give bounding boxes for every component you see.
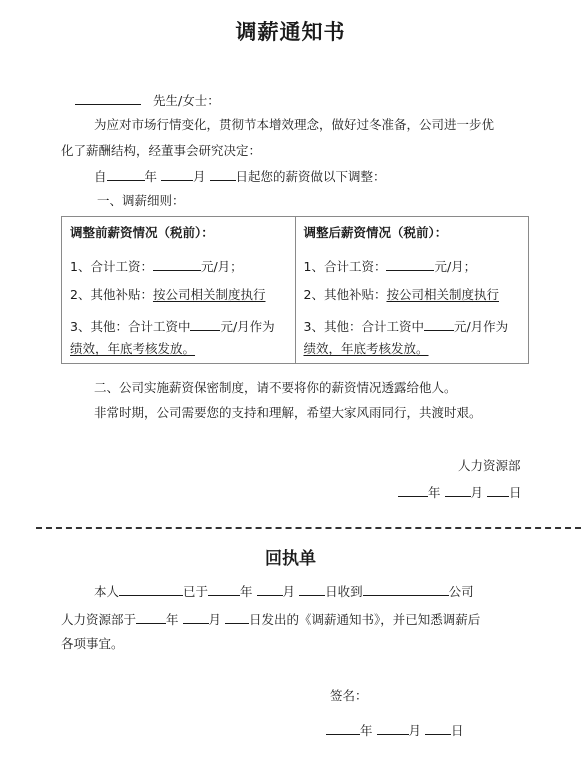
sign-day-label: 日 (451, 723, 464, 738)
before-item-3-label: 3、其他：合计工资中 (70, 319, 191, 334)
before-item-1-unit: 元/月； (200, 259, 243, 274)
name-blank[interactable] (75, 91, 141, 105)
sign-month-blank[interactable] (377, 721, 409, 735)
department-name: 人力资源部 (458, 458, 521, 473)
effective-day-blank[interactable] (210, 167, 236, 181)
notice-month-blank[interactable] (445, 483, 471, 497)
notice-month-label: 月 (470, 485, 484, 500)
after-item-3-line-2: 绩效，年底考核发放。 (303, 341, 429, 356)
receipt-received-label: 日收到 (325, 584, 363, 599)
section-1-heading: 一、调薪细则： (97, 193, 185, 208)
receipt-issue-month-blank[interactable] (183, 610, 209, 624)
sign-year-blank[interactable] (326, 721, 360, 735)
receipt-line-1 (94, 582, 474, 600)
before-item-1 (70, 257, 243, 275)
receipt-issue-month-label: 月 (208, 612, 222, 627)
receipt-self-label: 本人 (94, 584, 120, 599)
after-item-3-unit: 元/月作为 (453, 319, 509, 334)
receipt-issue-text: 日发出的《调薪通知书》，并已知悉调薪后 (249, 612, 481, 627)
after-item-3-label: 3、其他：合计工资中 (303, 319, 424, 334)
after-item-2 (304, 287, 499, 303)
receipt-name-blank[interactable] (119, 582, 183, 596)
after-header: 调整后薪资情况（税前）： (303, 225, 448, 240)
before-item-3-line-2: 绩效，年底考核发放。 (70, 341, 196, 356)
receipt-company-blank[interactable] (363, 582, 449, 596)
salutation-line (75, 91, 220, 109)
after-item-2-label: 2、其他补贴： (303, 287, 387, 302)
notice-year-label: 年 (428, 485, 441, 500)
sign-month-label: 月 (408, 723, 422, 738)
receipt-company-label: 公司 (448, 584, 474, 599)
before-item-3-line-1 (70, 317, 275, 335)
receipt-already-label: 已于 (183, 584, 209, 599)
salutation: 先生/女士： (152, 93, 220, 108)
after-item-1-unit: 元/月； (434, 259, 477, 274)
section-2-text: 二、公司实施薪资保密制度，请不要将你的薪资情况透露给他人。 (94, 380, 457, 395)
receipt-hr-label: 人力资源部于 (61, 612, 137, 627)
receipt-line-3: 各项事宜。 (61, 636, 124, 651)
before-item-3-unit: 元/月作为 (220, 319, 275, 334)
effective-month-blank[interactable] (161, 167, 193, 181)
before-header: 调整前薪资情况（税前）： (70, 225, 214, 240)
receipt-year-blank[interactable] (208, 582, 240, 596)
sign-year-label: 年 (360, 723, 373, 738)
document-title: 调薪通知书 (235, 20, 346, 44)
notice-day-label: 日 (509, 485, 522, 500)
after-item-3-line-1 (304, 317, 509, 335)
after-adjustment-cell (295, 217, 529, 364)
receipt-issue-year-blank[interactable] (136, 610, 166, 624)
receipt-sign-date-line (326, 721, 464, 739)
after-performance-blank[interactable] (424, 317, 454, 331)
before-adjustment-cell (62, 217, 296, 364)
receipt-year-label: 年 (240, 584, 253, 599)
day-suffix-label: 日起您的薪资做以下调整： (235, 169, 386, 184)
year-label: 年 (144, 169, 158, 184)
receipt-line-2 (61, 610, 480, 628)
receipt-title: 回执单 (265, 549, 316, 569)
after-item-1-label: 1、合计工资： (303, 259, 387, 274)
closing-text: 非常时期，公司需要您的支持和理解，希望大家风雨同行，共渡时艰。 (94, 405, 482, 420)
before-total-salary-blank[interactable] (153, 257, 201, 271)
notice-day-blank[interactable] (487, 483, 509, 497)
before-item-2 (70, 287, 265, 303)
after-item-1 (304, 257, 477, 275)
after-item-2-value: 按公司相关制度执行 (386, 287, 499, 302)
effective-year-blank[interactable] (107, 167, 145, 181)
sign-day-blank[interactable] (425, 721, 451, 735)
salary-detail-table (61, 216, 529, 364)
notice-year-blank[interactable] (398, 483, 428, 497)
signature-label: 签名： (330, 688, 368, 703)
effective-date-line (94, 167, 386, 185)
receipt-day-blank[interactable] (299, 582, 325, 596)
after-total-salary-blank[interactable] (386, 257, 434, 271)
receipt-issue-year-label: 年 (166, 612, 179, 627)
cut-line-divider (36, 527, 581, 529)
date-from-label: 自 (94, 169, 107, 184)
receipt-month-blank[interactable] (257, 582, 283, 596)
before-item-1-label: 1、合计工资： (70, 259, 153, 274)
paragraph-1-line-1: 为应对市场行情变化，贯彻节本增效理念，做好过冬准备，公司进一步优 (94, 117, 495, 132)
before-item-2-value: 按公司相关制度执行 (152, 287, 266, 302)
receipt-issue-day-blank[interactable] (225, 610, 249, 624)
before-item-2-label: 2、其他补贴： (70, 287, 153, 302)
before-performance-blank[interactable] (190, 317, 220, 331)
receipt-month-label: 月 (282, 584, 296, 599)
month-label: 月 (193, 169, 206, 184)
paragraph-1-line-2: 化了薪酬结构，经董事会研究决定： (61, 143, 262, 158)
notice-date-line (398, 483, 522, 501)
